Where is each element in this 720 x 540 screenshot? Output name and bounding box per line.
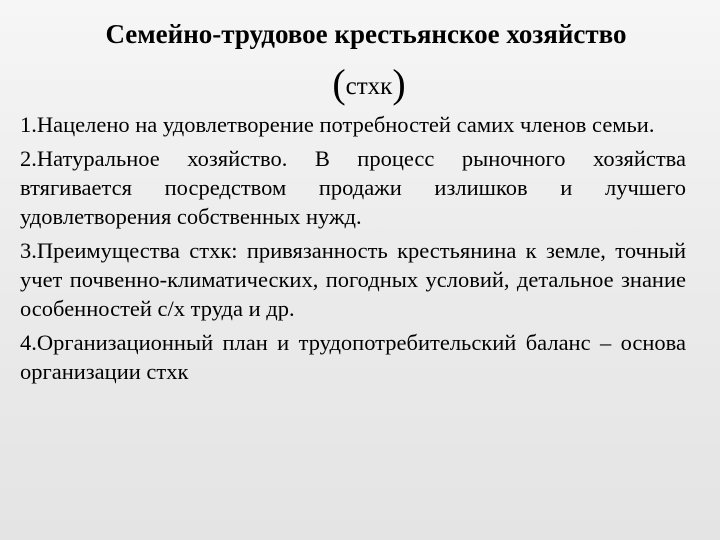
list-item-4: 4.Организационный план и трудопотребительский баланс – основа организации стхк [20, 330, 686, 384]
list-item-2: 2.Натуральное хозяйство. В процесс рыночного хозяйства втягивается посредством продажи излишков и лучшего удовлетворения собственных нужд. [20, 146, 686, 229]
list-item-1: 1.Нацелено на удовлетворение потребностей самих членов семьи. [20, 112, 655, 137]
list-item-3: 3.Преимущества стхк: привязанность крестьянина к земле, точный учет почвенно-климатических, погодных условий, детальное знание особенностей с/х труда и др. [20, 238, 686, 321]
slide-body [20, 110, 686, 386]
slide-subtitle [0, 62, 720, 112]
slide-title: Семейно-трудовое крестьянское хозяйство [105, 19, 627, 49]
subtitle-close-paren: ) [392, 61, 406, 106]
subtitle-open-paren: ( [332, 61, 346, 106]
subtitle-abbreviation: стхк [345, 73, 393, 100]
